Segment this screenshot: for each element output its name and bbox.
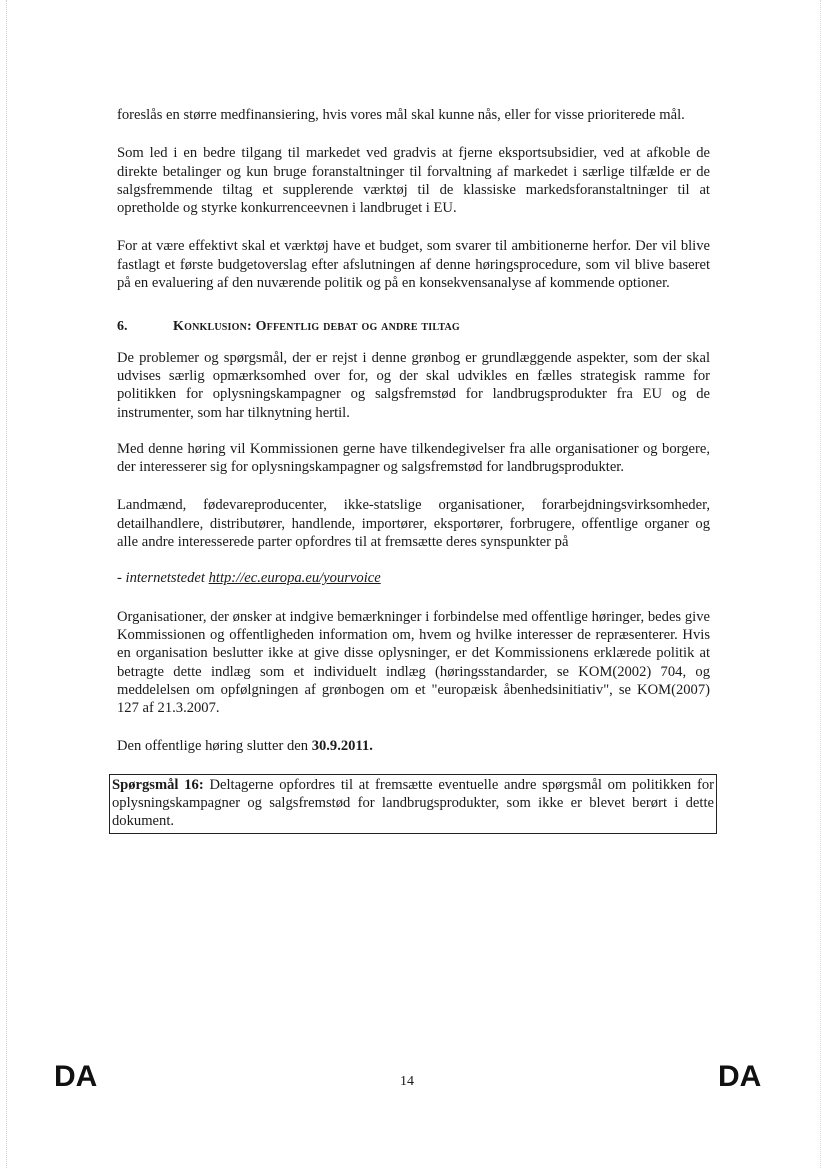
- website-prefix: - internetstedet: [117, 570, 205, 587]
- question-text: Deltagerne opfordres til at fremsætte eventuelle andre spørgsmål om politikken for oplysningskampagner og salgsfremstød for landbrugsprodukter, som ikke er blevet berørt i dette dokument.: [112, 776, 714, 830]
- section-heading: [117, 318, 710, 336]
- closing-line: [117, 737, 710, 755]
- scan-edge-left: [6, 0, 7, 1168]
- paragraph-3: For at være effektivt skal et værktøj have et budget, som svarer til ambitionerne herfor. Der vil blive fastlagt et første budgetoverslag efter afslutningen af denne høringsprocedure, som vil blive baseret på en evaluering af den nuværende politik og på en konsekvensanalyse af kommende optioner.: [117, 238, 710, 292]
- language-code-left: DA: [54, 1060, 98, 1093]
- paragraph-6: Landmænd, fødevareproducenter, ikke-statslige organisationer, forarbejdningsvirksomheder, detailhandlere, distributører, handlende, importører, eksportører, forbrugere, offentlige organer og alle andre interesserede parter opfordres til at fremsætte deres synspunkter på: [117, 497, 710, 551]
- paragraph-1: foreslås en større medfinansiering, hvis vores mål skal kunne nås, eller for visse prioriterede mål.: [117, 107, 685, 123]
- page-number: 14: [400, 1074, 414, 1089]
- paragraph-2: Som led i en bedre tilgang til markedet ved gradvis at fjerne eksportsubsidier, ved at afkoble de direkte betalinger og kun bruge foranstaltninger til forvaltning af markedet i særlige tilfælde er de salgsfremmende tiltag et supplerende værktøj til de klassiske markedsforanstaltninger til at opretholde og styrke konkurrenceevnen i landbruget i EU.: [117, 145, 710, 217]
- closing-date: 30.9.2011.: [311, 738, 373, 755]
- question-label: Spørgsmål 16:: [112, 776, 204, 793]
- paragraph-5: Med denne høring vil Kommissionen gerne have tilkendegivelser fra alle organisationer og borgere, der interesserer sig for oplysningskampagner og salgsfremstød for landbrugsprodukter.: [117, 440, 710, 476]
- section-number: 6.: [117, 319, 128, 335]
- paragraph-7: Organisationer, der ønsker at indgive bemærkninger i forbindelse med offentlige høringer, bedes give Kommissionen og offentligheden information om, hvem og hvilke interesser de repræsenterer. Hvis en organisation beslutter ikke at give disse oplysninger, er det Kommissionens erklærede politik at betragte dette indlæg som et individuelt indlæg (høringsstandarder, se KOM(2002) 704, og meddelelsen om opfølgningen af grønbogen om et "europæisk åbenhedsinitiativ", se KOM(2007) 127 af 21.3.2007.: [117, 608, 710, 717]
- closing-text: Den offentlige høring slutter den: [117, 738, 309, 755]
- scan-edge-right: [820, 0, 821, 1168]
- document-body: [112, 106, 714, 834]
- language-code-right: DA: [718, 1060, 762, 1093]
- section-title: Konklusion: Offentlig debat og andre tiltag: [173, 319, 460, 335]
- website-line: [117, 569, 710, 587]
- question-box: [109, 774, 717, 834]
- yourvoice-link[interactable]: http://ec.europa.eu/yourvoice: [208, 570, 381, 587]
- paragraph-4: De problemer og spørgsmål, der er rejst i denne grønbog er grundlæggende aspekter, som der skal udvises særlig opmærksomhed over for, og der skal udvikles en fælles strategisk ramme for politikken for oplysningskampagner og salgsfremstød for landbrugsprodukter fra EU og de instrumenter, som har tilknytning hertil.: [117, 349, 710, 421]
